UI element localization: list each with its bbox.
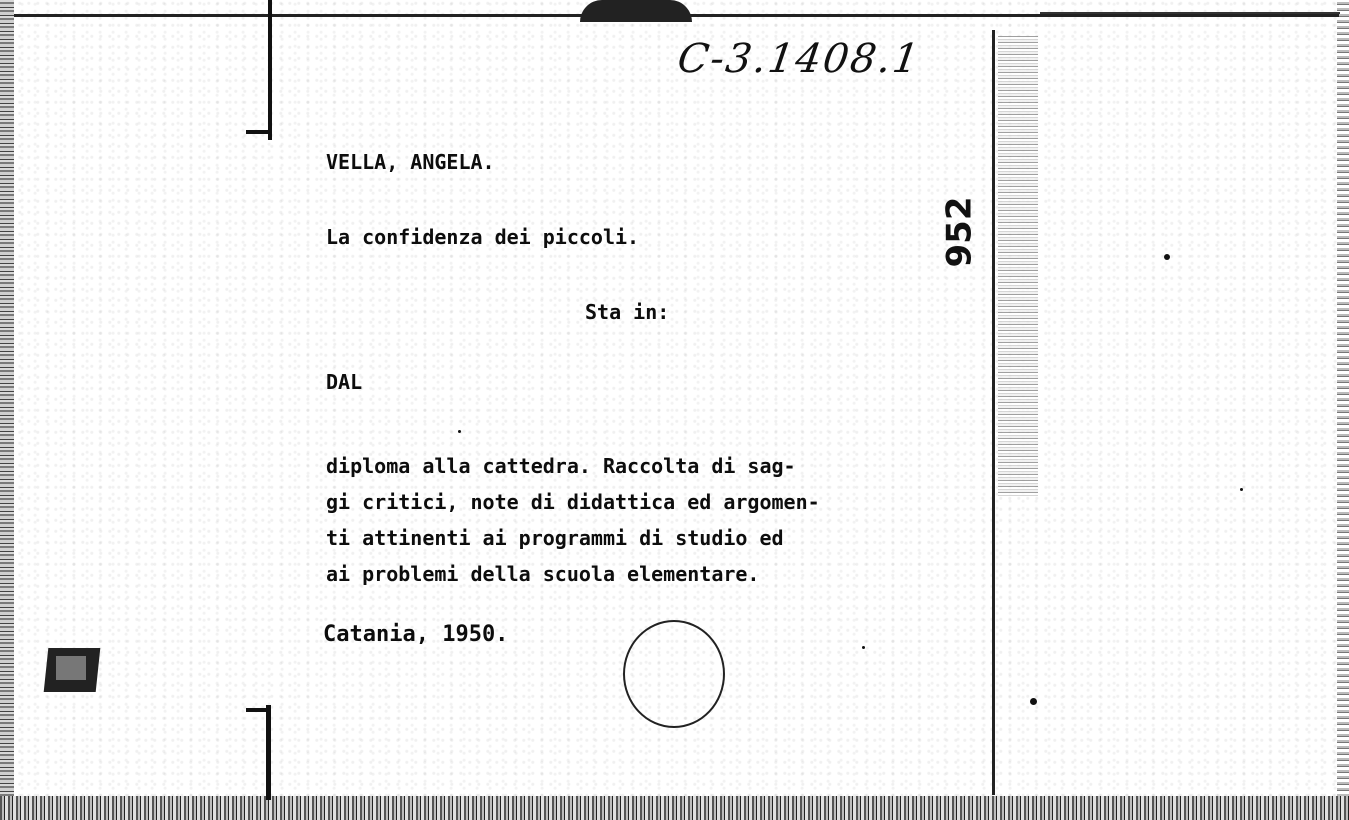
top-punch-hole [580, 0, 692, 22]
work-title: La confidenza dei piccoli. [326, 225, 640, 249]
ink-dot [1240, 488, 1243, 491]
author-heading: VELLA, ANGELA. [326, 150, 495, 174]
card-left-bracket-bottom [246, 708, 270, 712]
scan-bottom-edge [0, 796, 1349, 820]
scan-left-edge [0, 0, 14, 820]
source-title-start: DAL [326, 370, 363, 394]
card-left-divider-bottom [266, 705, 271, 800]
description-line: gi critici, note di didattica ed argomen- [326, 490, 820, 514]
card-right-edge [992, 30, 995, 795]
source-description [326, 448, 820, 592]
ink-dot [1030, 698, 1037, 705]
scan-right-edge [1337, 0, 1349, 820]
rotated-index-number: 952 [939, 196, 980, 268]
ink-dot [1164, 254, 1170, 260]
handwritten-call-number: C-3.1408.1 [674, 36, 924, 82]
card-left-divider-top [268, 0, 272, 140]
card-left-bracket-top [246, 130, 272, 134]
contained-in-label: Sta in: [585, 300, 670, 324]
description-line: ai problemi della scuola elementare. [326, 562, 760, 586]
top-border-line-right [1040, 12, 1340, 14]
punch-ring-mark [623, 620, 725, 728]
ink-dot [862, 646, 865, 649]
description-line: ti attinenti ai programmi di studio ed [326, 526, 784, 550]
imprint-place-date: Catania, 1950. [323, 622, 509, 647]
description-line: diploma alla cattedra. Raccolta di sag- [326, 454, 796, 478]
card-edge-speckle [998, 36, 1038, 496]
ink-dot [458, 430, 461, 433]
ink-stamp-mark-inner [56, 656, 86, 680]
